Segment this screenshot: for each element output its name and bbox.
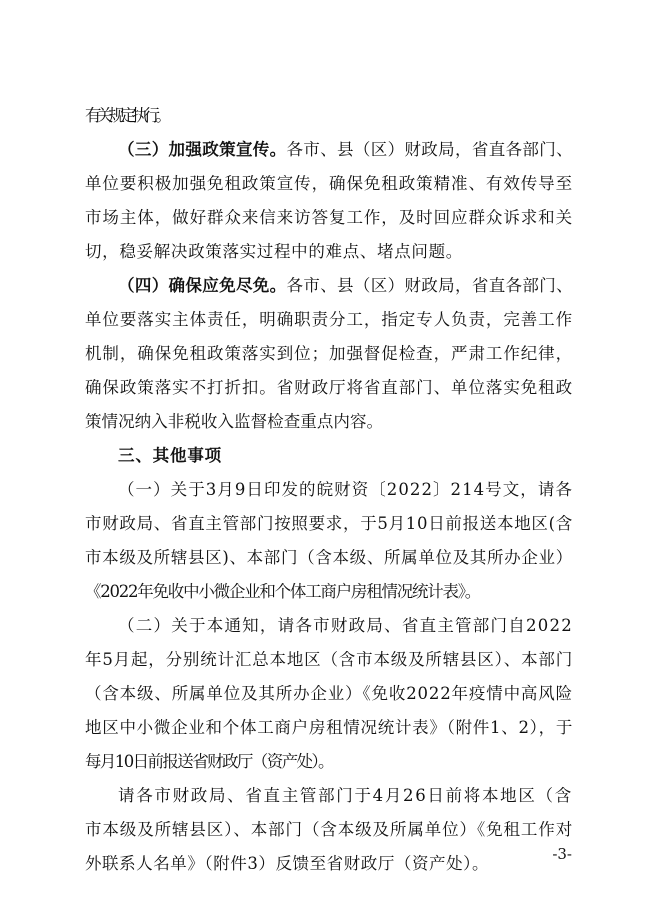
text-line xyxy=(118,446,222,466)
text-segment: 确保政策落实不打折扣。省财政厅将省直部门、单位落实免租政 xyxy=(85,378,574,397)
text-segment: 单位要积极加强免租政策宣传，确保免租政策精准、有效传导至 xyxy=(85,174,574,193)
page-number: -3- xyxy=(552,845,572,863)
text-segment: 切，稳妥解决政策落实过程中的难点、堵点问题。 xyxy=(85,242,463,261)
text-segment: 各市、县（区）财政局，省直各部门、 xyxy=(286,276,573,295)
text-segment: （二）关于本通知，请各市财政局、省直主管部门自2022 xyxy=(118,616,573,635)
text-line xyxy=(85,344,573,364)
text-line xyxy=(85,242,463,262)
text-line xyxy=(85,718,573,738)
text-segment: 市场主体，做好群众来信来访答复工作，及时回应群众诉求和关 xyxy=(85,208,574,227)
text-segment: 年5月起，分别统计汇总本地区（含市本级及所辖县区）、本部门 xyxy=(85,650,574,669)
text-segment: 《2022年免收中小微企业和个体工商户房租情况统计表》。 xyxy=(85,582,481,601)
text-line xyxy=(118,786,573,806)
text-line xyxy=(85,854,489,874)
text-line xyxy=(85,582,480,602)
text-segment: （含本级、所属单位及其所办企业）《免收2022年疫情中高风险 xyxy=(85,684,573,703)
text-segment: 机制，确保免租政策落实到位；加强督促检查，严肃工作纪律， xyxy=(85,344,574,363)
text-segment: 各市、县（区）财政局，省直各部门、 xyxy=(286,140,573,159)
text-segment: 市本级及所辖县区）、本部门（含本级及所属单位）《免租工作对 xyxy=(85,820,574,839)
text-segment: 外联系人名单》（附件3）反馈至省财政厅（资产处）。 xyxy=(85,854,489,873)
text-line xyxy=(118,480,573,500)
text-line xyxy=(85,684,573,704)
text-segment: 市本级及所辖县区)、本部门（含本级、所属单位及其所办企业） xyxy=(85,548,573,567)
text-segment: 单位要落实主体责任，明确职责分工，指定专人负责，完善工作 xyxy=(85,310,574,329)
text-line xyxy=(118,276,573,296)
section-heading: 三、其他事项 xyxy=(118,446,222,465)
text-line xyxy=(85,752,333,772)
text-line xyxy=(85,106,167,126)
text-line xyxy=(118,140,573,160)
text-segment: （一）关于3月9日印发的皖财资〔2022〕214号文，请各 xyxy=(118,480,573,499)
text-segment: 市财政局、省直主管部门按照要求，于5月10日前报送本地区(含 xyxy=(85,514,573,533)
text-line xyxy=(85,208,573,228)
text-line xyxy=(85,820,573,840)
text-segment: 有关规定执行。 xyxy=(85,106,167,125)
text-line xyxy=(85,412,383,432)
text-line xyxy=(85,650,573,670)
text-line xyxy=(85,514,573,534)
text-segment: 请各市财政局、省直主管部门于4月26日前将本地区（含 xyxy=(118,786,573,805)
text-line xyxy=(85,310,573,330)
text-line xyxy=(85,548,573,568)
text-line xyxy=(85,174,573,194)
bold-lead-phrase: （三）加强政策宣传。 xyxy=(118,140,287,159)
text-line xyxy=(118,616,573,636)
text-segment: 每月10日前报送省财政厅（资产处）。 xyxy=(85,752,333,771)
text-segment: 地区中小微企业和个体工商户房租情况统计表》（附件1、2），于 xyxy=(85,718,574,737)
text-line xyxy=(85,378,573,398)
text-segment: 策情况纳入非税收入监督检查重点内容。 xyxy=(85,412,384,431)
bold-lead-phrase: （四）确保应免尽免。 xyxy=(118,276,287,295)
